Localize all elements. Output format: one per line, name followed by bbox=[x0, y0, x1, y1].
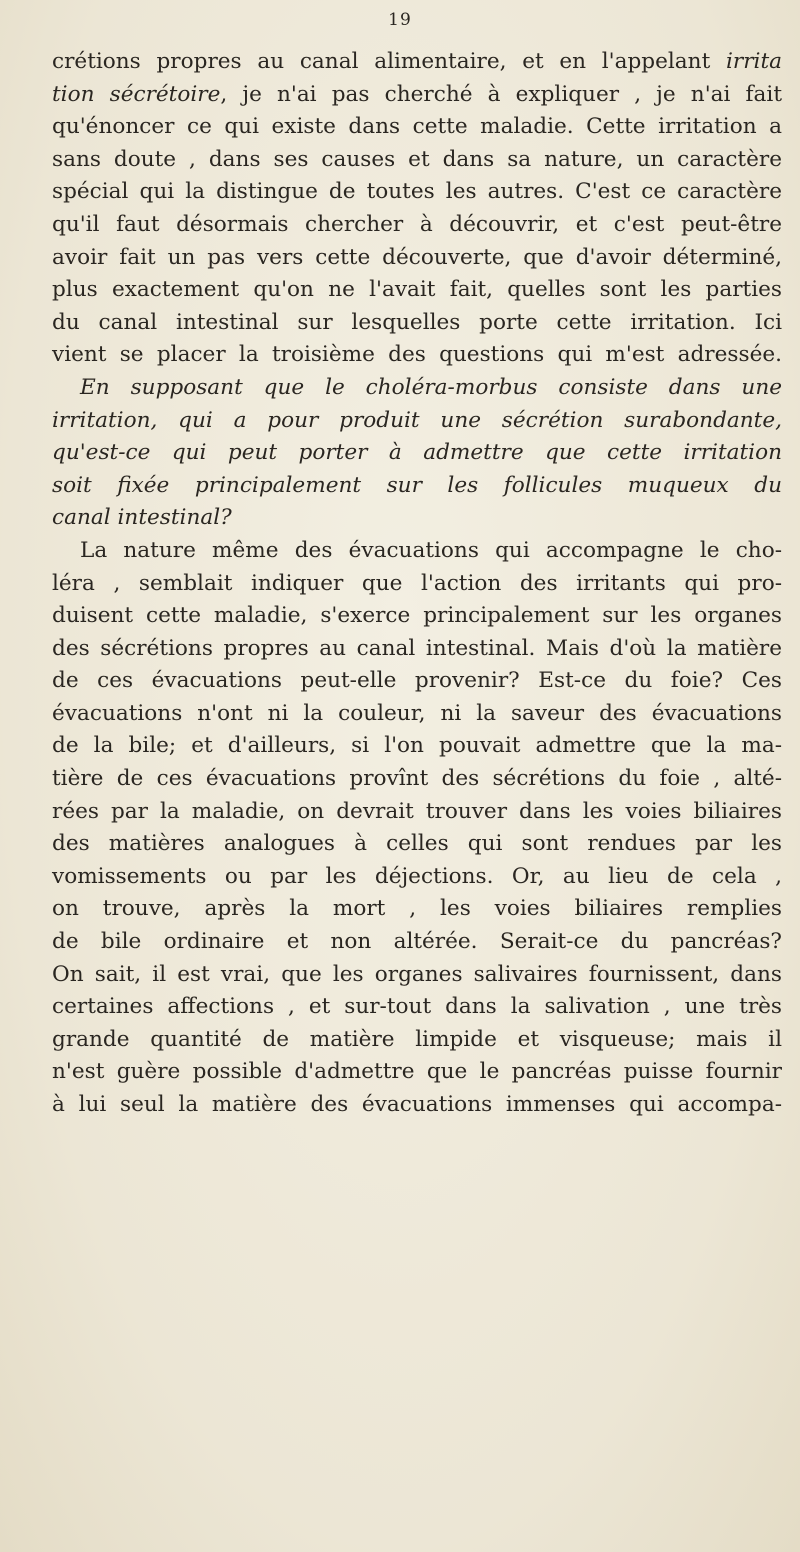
text-line: vomissements ou par les déjections. Or, au lieu de cela , bbox=[52, 863, 782, 889]
italic-term: tion sécrétoire bbox=[52, 81, 221, 107]
text-line: crétions propres au canal alimentaire, et en l'appelant irrita bbox=[52, 49, 782, 74]
text-line: à lui seul la matière des évacuations immenses qui accompa- bbox=[52, 1092, 782, 1117]
text-line: du canal intestinal sur lesquelles porte cette irritation. Ici bbox=[52, 309, 782, 335]
text-line: vient se placer la troisième des questions qui m'est adressée. bbox=[52, 342, 782, 368]
text-line: On sait, il est vrai, que les organes salivaires fournissent, dans bbox=[52, 961, 782, 987]
text-line: évacuations n'ont ni la couleur, ni la saveur des évacuations bbox=[52, 700, 782, 726]
question-text-line: canal intestinal? bbox=[52, 505, 232, 531]
question-text-line: qu'est-ce qui peut porter à admettre que cette irritation bbox=[52, 440, 782, 466]
text-line: qu'énoncer ce qui existe dans cette maladie. Cette irritation a bbox=[52, 114, 782, 140]
text-line: de bile ordinaire et non altérée. Serait-ce du pancréas? bbox=[52, 929, 782, 955]
text-line: grande quantité de matière limpide et visqueuse; mais il bbox=[52, 1026, 782, 1052]
text-line: sans doute , dans ses causes et dans sa nature, un caractère bbox=[52, 146, 782, 172]
page-body-text bbox=[52, 46, 782, 1122]
text-line: on trouve, après la mort , les voies biliaires remplies bbox=[52, 896, 782, 922]
italic-term: irrita bbox=[725, 49, 782, 74]
text-line: rées par la maladie, on devrait trouver dans les voies biliaires bbox=[52, 798, 782, 824]
text-line: des sécrétions propres au canal intestinal. Mais d'où la matière bbox=[52, 635, 782, 661]
text-line: certaines affections , et sur-tout dans la salivation , une très bbox=[52, 994, 782, 1020]
question-text-line: En supposant que le choléra-morbus consiste dans une bbox=[80, 374, 782, 400]
text-line: plus exactement qu'on ne l'avait fait, quelles sont les parties bbox=[52, 277, 782, 303]
text-line: avoir fait un pas vers cette découverte, que d'avoir déterminé, bbox=[52, 244, 782, 270]
text-line: tière de ces évacuations provînt des sécrétions du foie , alté- bbox=[52, 766, 782, 792]
text-line: qu'il faut désormais chercher à découvrir, et c'est peut-être bbox=[52, 211, 782, 237]
text-line: des matières analogues à celles qui sont rendues par les bbox=[52, 831, 782, 857]
text-line: de la bile; et d'ailleurs, si l'on pouvait admettre que la ma- bbox=[52, 733, 782, 759]
text-line: tion sécrétoire, je n'ai pas cherché à expliquer , je n'ai fait bbox=[52, 81, 782, 107]
text-line: duisent cette maladie, s'exerce principalement sur les organes bbox=[52, 603, 782, 629]
text-line: léra , semblait indiquer que l'action des irritants qui pro- bbox=[52, 570, 782, 596]
text-line: La nature même des évacuations qui accompagne le cho- bbox=[80, 537, 782, 563]
text-line: spécial qui la distingue de toutes les autres. C'est ce caractère bbox=[52, 179, 782, 205]
page-number: 19 bbox=[388, 10, 412, 30]
text-line: n'est guère possible d'admettre que le pancréas puisse fournir bbox=[52, 1059, 782, 1085]
question-text-line: irritation, qui a pour produit une sécrétion surabondante, bbox=[52, 407, 782, 433]
question-text-line: soit fixée principalement sur les follicules muqueux du bbox=[52, 472, 782, 498]
text-line: de ces évacuations peut-elle provenir? Est-ce du foie? Ces bbox=[52, 668, 782, 694]
